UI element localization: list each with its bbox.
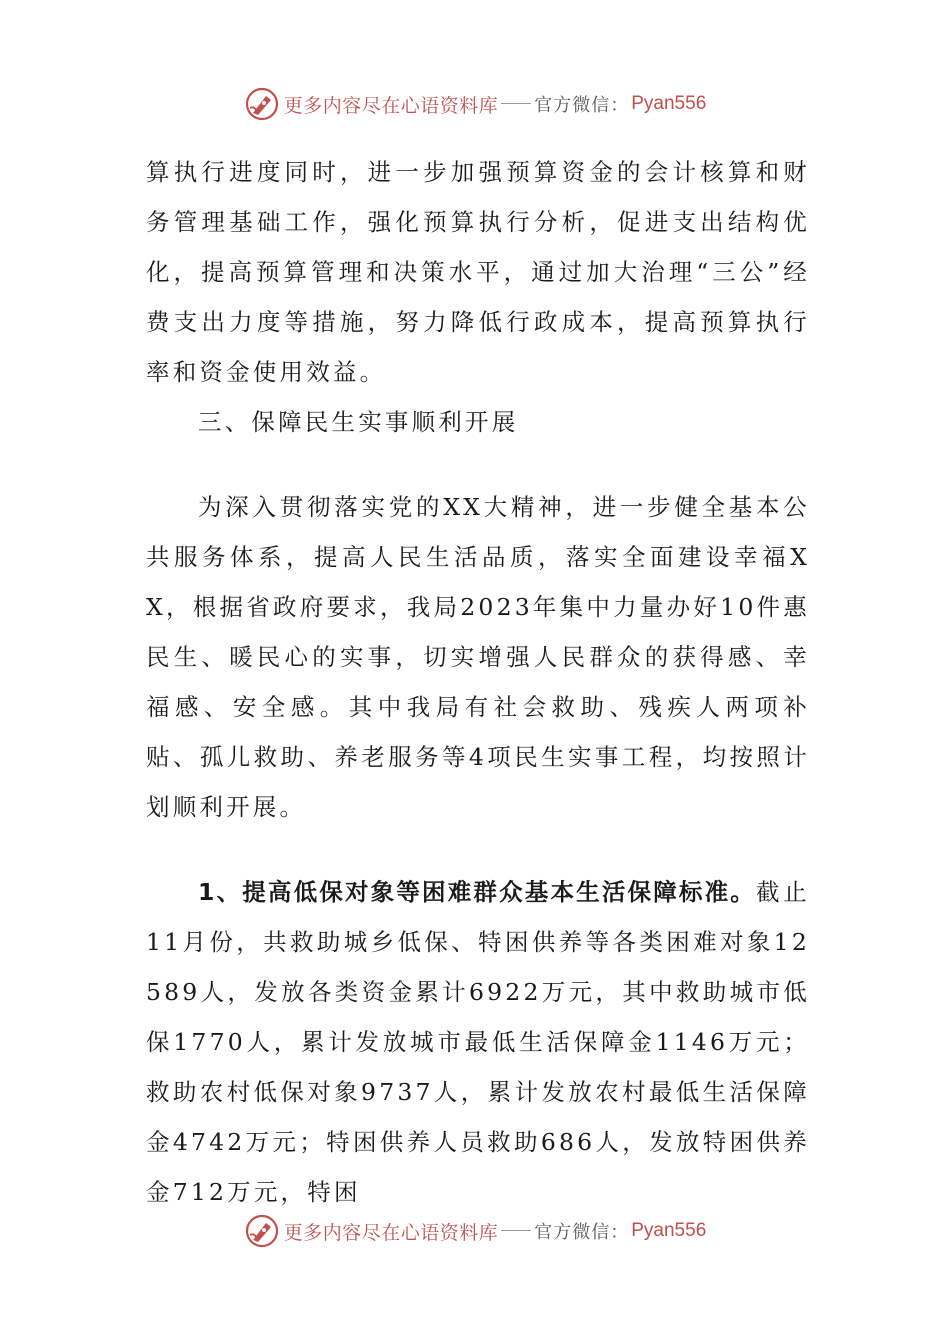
pen-nib-logo-icon (244, 1213, 280, 1249)
banner-separator (501, 1230, 531, 1231)
banner-wechat-label: 官方微信： (534, 1222, 630, 1243)
subheading-bold: 1、提高低保对象等困难群众基本生活保障标准。 (198, 878, 756, 906)
paragraph-livelihood: 为深入贯彻落实党的XX大精神，进一步健全基本公共服务体系，提高人民生活品质，落实全面建设幸福XX，根据省政府要求，我局2023年集中力量办好10件惠民生、暖民心的实事，切实增强人民群众的获得感、幸福感、安全感。其中我局有社会救助、残疾人两项补贴、孤儿救助、养老服务等4项民生实事工程，均按照计划顺利开展。 (146, 493, 810, 821)
banner-brand-text: 更多内容尽在心语资料库 (283, 1221, 499, 1244)
header-banner (0, 84, 950, 124)
document-body (146, 147, 810, 1217)
section-heading: 三、保障民生实事顺利开展 (198, 408, 519, 436)
pen-nib-logo-icon (244, 86, 280, 122)
banner-wechat-id: Pyan556 (631, 93, 707, 114)
banner-wechat-label: 官方微信： (534, 95, 630, 116)
banner-brand-text: 更多内容尽在心语资料库 (283, 94, 499, 117)
banner-wechat-id: Pyan556 (631, 1220, 707, 1241)
paragraph-budget: 算执行进度同时，进一步加强预算资金的会计核算和财务管理基础工作，强化预算执行分析，促进支出结构优化，提高预算管理和决策水平，通过加大治理“三公”经费支出力度等措施，努力降低行政成本，提高预算执行率和资金使用效益。 (146, 158, 810, 386)
paragraph-subsistence-text: 截止11月份，共救助城乡低保、特困供养等各类困难对象12589人，发放各类资金累计6922万元，其中救助城市低保1770人，累计发放城市最低生活保障金1146万元；救助农村低保对象9737人，累计发放农村最低生活保障金4742万元；特困供养人员救助686人，发放特困供养金712万元，特困 (146, 878, 810, 1206)
paragraph-subsistence (146, 867, 810, 1217)
banner-separator (501, 103, 531, 104)
footer-banner (0, 1211, 950, 1251)
